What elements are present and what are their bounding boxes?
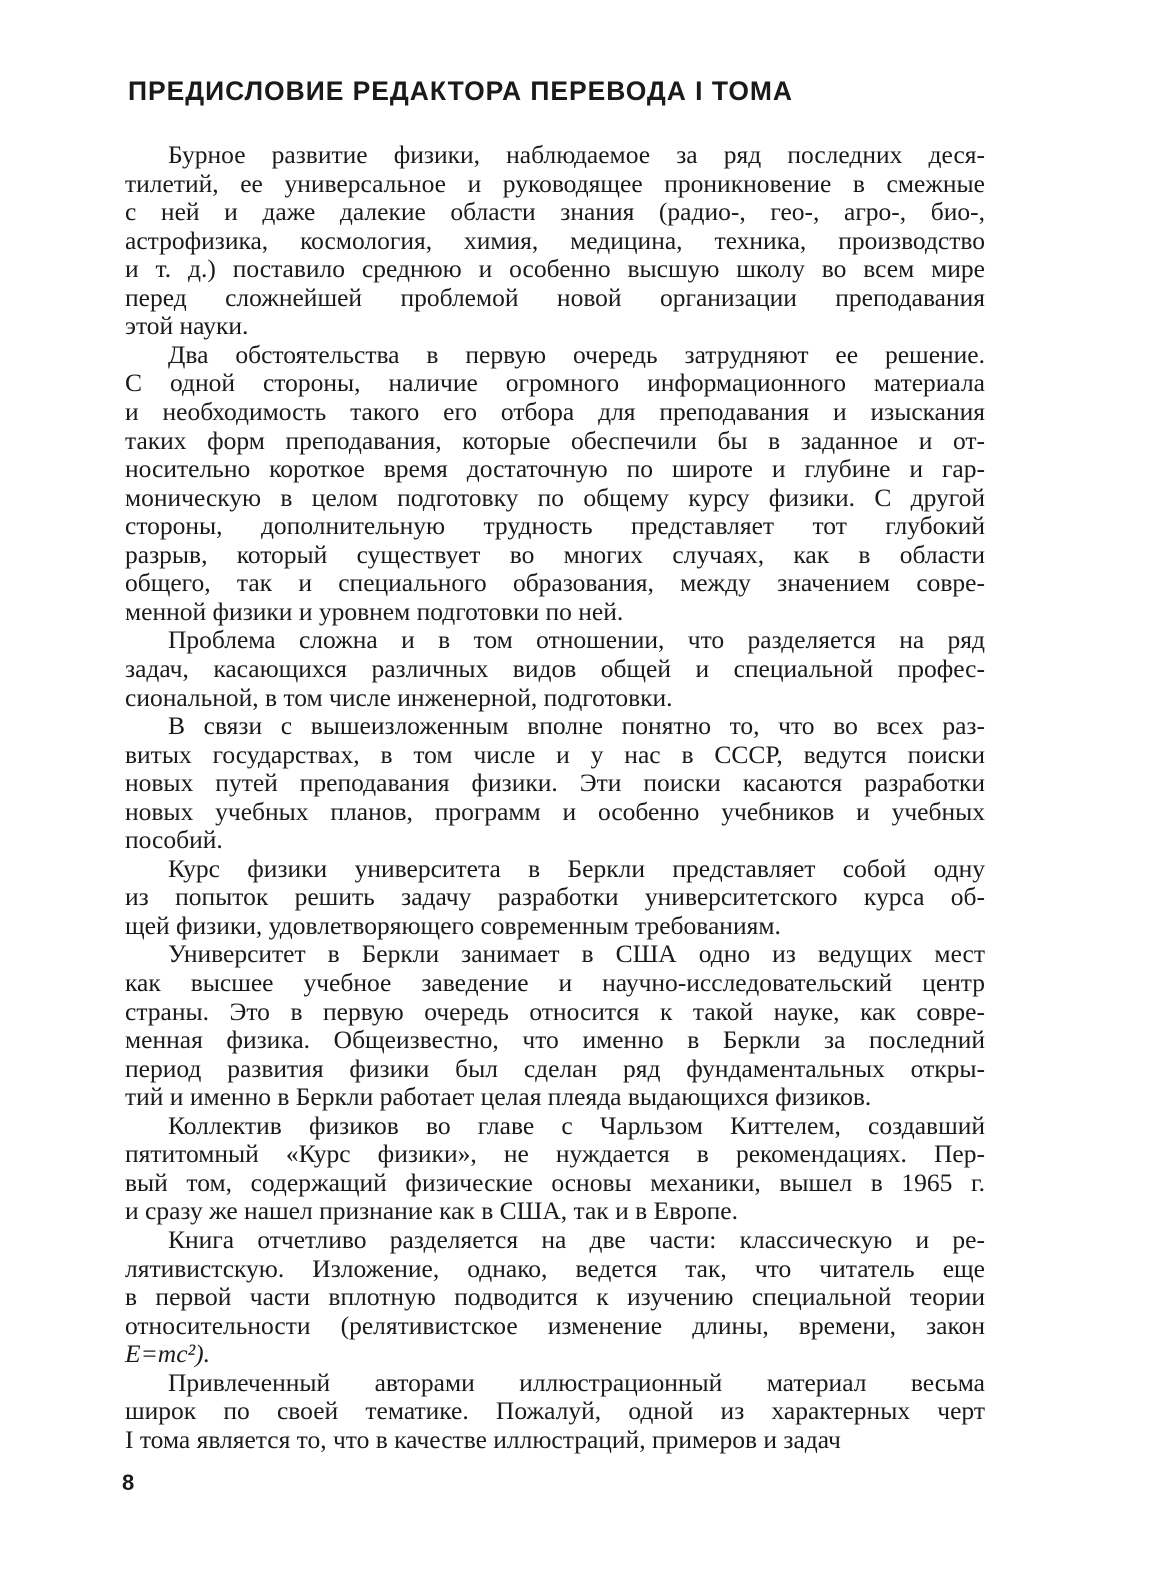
text-line: носительно короткое время достаточную по широте и глубине и гар- (125, 454, 985, 484)
text-line: астрофизика, космология, химия, медицина, техника, производство (125, 225, 985, 255)
page-heading: ПРЕДИСЛОВИЕ РЕДАКТОРА ПЕРЕВОДА I ТОМА (128, 76, 794, 106)
text-line: страны. Это в первую очередь относится к такой науке, как совре- (125, 996, 985, 1026)
text-line: пятитомный «Курс физики», не нуждается в рекомендациях. Пер- (125, 1139, 985, 1169)
text-line: В связи с вышеизложенным вполне понятно то, что во всех раз- (168, 711, 985, 740)
text-line: новых учебных планов, программ и особенно учебников и учебных (125, 796, 985, 826)
text-line: Проблема сложна и в том отношении, что разделяется на ряд (168, 625, 985, 655)
text-line: этой науки. (125, 311, 249, 341)
text-line: и сразу же нашел признание как в США, так и в Европе. (125, 1196, 738, 1226)
text-line: задач, касающихся различных видов общей и специальной профес- (125, 653, 985, 683)
page-number: 8 (122, 1470, 135, 1495)
text-line: общего, так и специального образования, между значением совре- (125, 568, 985, 598)
text-line: E=mc²). (125, 1339, 211, 1369)
text-line: Книга отчетливо разделяется на две части: классическую и ре- (168, 1224, 985, 1254)
text-line: С одной стороны, наличие огромного информационного материала (125, 368, 985, 398)
text-line: Привлеченный авторами иллюстрационный материал весьма (168, 1367, 985, 1397)
text-line: широк по своей тематике. Пожалуй, одной из характерных черт (125, 1396, 985, 1426)
text-line: Университет в Беркли занимает в США одно из ведущих мест (168, 939, 985, 969)
text-line: перед сложнейшей проблемой новой организации преподавания (125, 282, 985, 312)
text-line: менной физики и уровнем подготовки по ней. (125, 596, 624, 626)
text-line: менная физика. Общеизвестно, что именно в Беркли за последний (125, 1025, 985, 1055)
text-line: тилетий, ее универсальное и руководящее проникновение в смежные (125, 168, 985, 198)
text-line: пособий. (125, 825, 223, 855)
text-line: в первой части вплотную подводится к изучению специальной теории (125, 1282, 985, 1311)
text-line: I тома является то, что в качестве иллюстраций, примеров и задач (125, 1424, 841, 1454)
text-line: новых путей преподавания физики. Эти поиски касаются разработки (125, 768, 985, 798)
text-line: стороны, дополнительную трудность представляет тот глубокий (125, 511, 985, 541)
text-line: моническую в целом подготовку по общему курсу физики. С другой (125, 482, 985, 512)
text-line: Курс физики университета в Беркли представляет собой одну (168, 853, 985, 883)
text-line: таких форм преподавания, которые обеспечили бы в заданное и от- (125, 425, 985, 455)
text-line: относительности (релятивистское изменение длины, времени, закон (125, 1310, 985, 1340)
text-line: и т. д.) поставило среднюю и особенно высшую школу во всем мире (125, 254, 985, 284)
text-line: Бурное развитие физики, наблюдаемое за ряд последних деся- (168, 140, 985, 169)
text-line: с ней и даже далекие области знания (радио-, гео-, агро-, био-, (125, 197, 985, 227)
text-line: щей физики, удовлетворяющего современным требованиям. (125, 910, 781, 940)
text-line: из попыток решить задачу разработки университетского курса об- (125, 882, 985, 912)
text-line: вый том, содержащий физические основы механики, вышел в 1965 г. (125, 1167, 985, 1197)
text-line: и необходимость такого его отбора для преподавания и изыскания (125, 396, 985, 426)
text-line: разрыв, который существует во многих случаях, как в области (125, 539, 985, 569)
text-line: тий и именно в Беркли работает целая плеяда выдающихся физиков. (125, 1082, 872, 1112)
text-line: Коллектив физиков во главе с Чарльзом Киттелем, создавший (168, 1110, 985, 1140)
text-line: Два обстоятельства в первую очередь затрудняют ее решение. (168, 339, 985, 369)
text-line: сиональной, в том числе инженерной, подготовки. (125, 682, 673, 712)
text-line: витых государствах, в том числе и у нас в СССР, ведутся поиски (125, 739, 985, 769)
text-line: как высшее учебное заведение и научно-исследовательский центр (125, 968, 985, 997)
text-line: лятивистскую. Изложение, однако, ведется так, что читатель еще (125, 1253, 985, 1283)
text-line: период развития физики был сделан ряд фундаментальных откры- (125, 1053, 985, 1083)
